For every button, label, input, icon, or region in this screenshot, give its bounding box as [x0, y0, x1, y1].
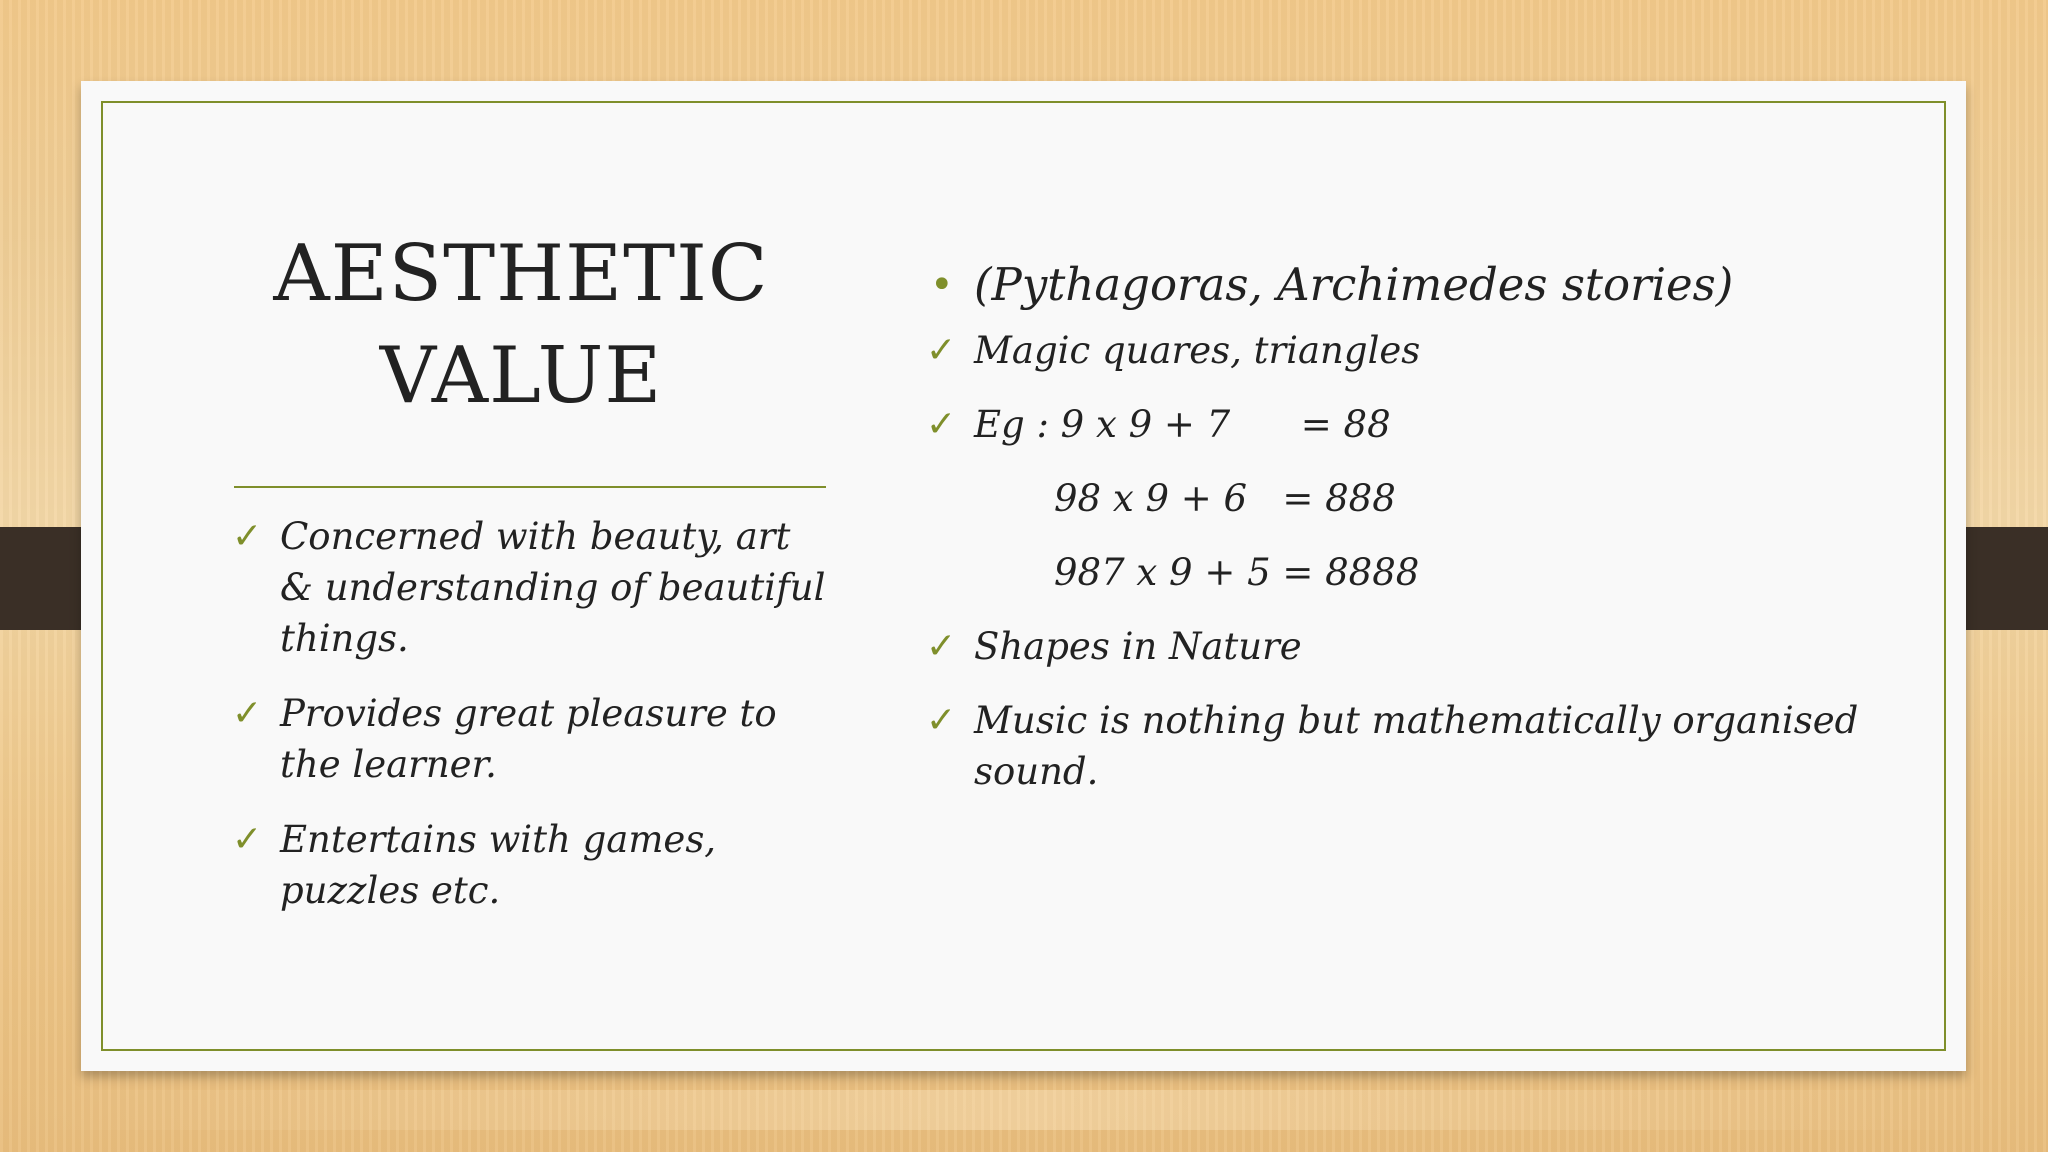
check-icon: ✓: [926, 404, 957, 445]
right-bullet-list: [926, 253, 1886, 820]
list-item-text: 98 x 9 + 6 = 888: [1054, 477, 1396, 520]
list-item: [232, 814, 832, 916]
list-item: [232, 511, 832, 664]
list-item-text: Eg : 9 x 9 + 7 = 88: [974, 403, 1391, 446]
list-item: [926, 325, 1886, 376]
list-item-text: Entertains with games, puzzles etc.: [280, 818, 717, 912]
check-icon: ✓: [926, 626, 957, 667]
list-item-text: Music is nothing but mathematically organised sound.: [974, 699, 1859, 793]
list-item-text: (Pythagoras, Archimedes stories): [974, 258, 1734, 311]
check-icon: ✓: [926, 700, 957, 741]
list-item-text: Provides great pleasure to the learner.: [280, 692, 777, 786]
title-divider: [234, 486, 826, 488]
wood-grain: [0, 1090, 2048, 1130]
list-item: [926, 399, 1886, 450]
list-item: [926, 253, 1886, 317]
slide-card: [81, 81, 1966, 1071]
title-line: VALUE: [379, 331, 663, 422]
list-item-text: Magic quares, triangles: [974, 329, 1421, 372]
list-item-text: 987 x 9 + 5 = 8888: [1054, 551, 1420, 594]
slide-title: [261, 223, 781, 427]
check-icon: ✓: [926, 330, 957, 371]
list-item: [926, 473, 1886, 524]
left-bullet-list: [232, 511, 832, 940]
bullet-dot-icon: •: [930, 262, 954, 308]
check-icon: ✓: [232, 819, 263, 860]
list-item-text: Concerned with beauty, art & understanding of beautiful things.: [280, 515, 826, 660]
check-icon: ✓: [232, 693, 263, 734]
title-line: AESTHETIC: [273, 229, 769, 320]
list-item: [926, 695, 1886, 797]
list-item: [232, 688, 832, 790]
list-item: [926, 547, 1886, 598]
list-item-text: Shapes in Nature: [974, 625, 1302, 668]
list-item: [926, 621, 1886, 672]
check-icon: ✓: [232, 516, 263, 557]
